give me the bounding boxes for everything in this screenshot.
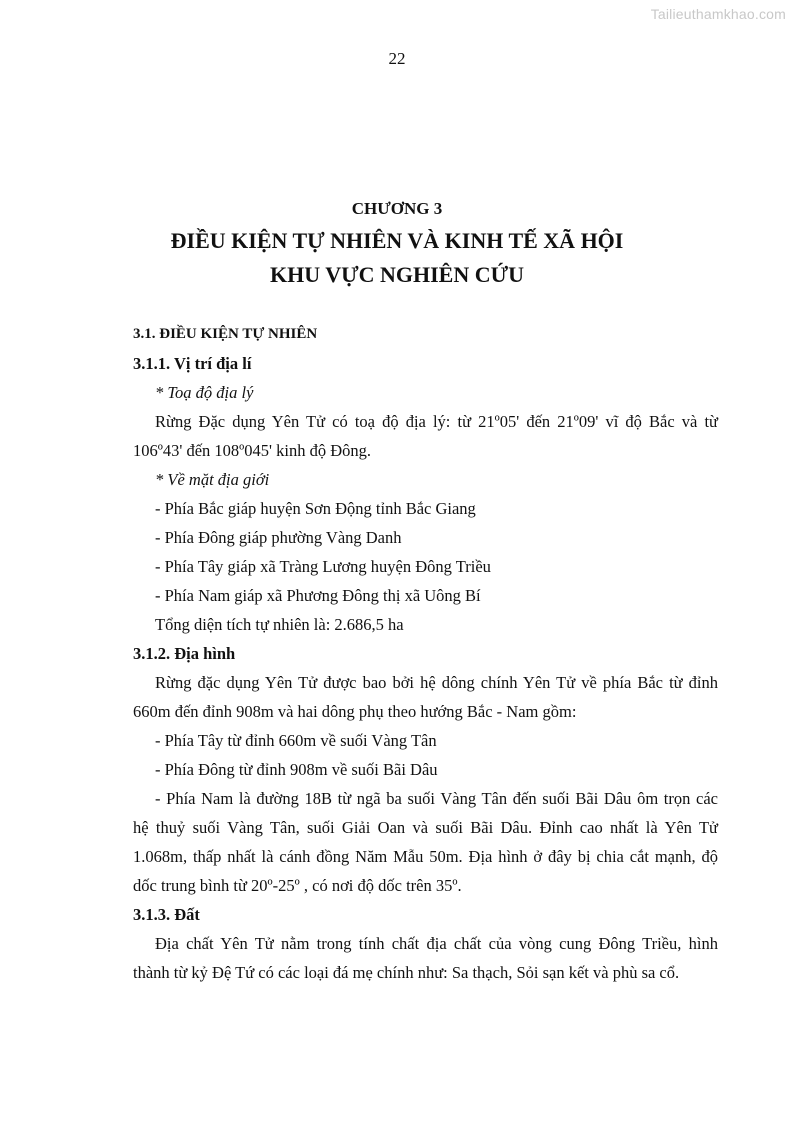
terrain-south-line-2: hệ thuỷ suối Vàng Tân, suối Giải Oan và suối Bãi Dâu. Đỉnh cao nhất là Yên Tử [133, 818, 718, 837]
borders-label: * Về mặt địa giới [155, 470, 270, 489]
border-north: - Phía Bắc giáp huyện Sơn Động tỉnh Bắc Giang [155, 499, 476, 518]
terrain-south-line-4: dốc trung bình từ 20º-25º , có nơi độ dốc trên 35º. [133, 876, 462, 895]
chapter-title-line-2: KHU VỰC NGHIÊN CỨU [269, 262, 525, 287]
terrain-intro-line-2: 660m đến đỉnh 908m và hai dông phụ theo hướng Bắc - Nam gồm: [133, 702, 577, 721]
page-content [133, 320, 718, 987]
terrain-east: - Phía Đông từ đỉnh 908m về suối Bãi Dâu [155, 760, 438, 779]
chapter-title-line-1: ĐIỀU KIỆN TỰ NHIÊN VÀ KINH TẾ XÃ HỘI [170, 228, 624, 253]
total-area: Tổng diện tích tự nhiên là: 2.686,5 ha [155, 615, 404, 634]
coordinates-text-line-2: 106º43' đến 108º045' kinh độ Đông. [133, 441, 372, 460]
terrain-south-line-1: - Phía Nam là đường 18B từ ngã ba suối Vàng Tân đến suối Bãi Dâu ôm trọn các [155, 789, 718, 808]
chapter-label: CHƯƠNG 3 [351, 199, 443, 218]
soil-text-line-2: thành từ kỷ Đệ Tứ có các loại đá mẹ chính như: Sa thạch, Sỏi sạn kết và phù sa cổ. [133, 963, 680, 982]
subsection-heading-3-1-3: 3.1.3. Đất [133, 905, 200, 924]
subsection-heading-3-1-2: 3.1.2. Địa hình [133, 644, 236, 663]
border-west: - Phía Tây giáp xã Tràng Lương huyện Đông Triều [155, 557, 491, 576]
watermark: Tailieuthamkhao.com [650, 6, 786, 22]
border-east: - Phía Đông giáp phường Vàng Danh [155, 528, 402, 547]
coordinates-label: * Toạ độ địa lý [155, 383, 254, 402]
coordinates-text-line-1: Rừng Đặc dụng Yên Tử có toạ độ địa lý: từ 21º05' đến 21º09' vĩ độ Bắc và từ [155, 412, 718, 431]
section-heading-3-1: 3.1. ĐIỀU KIỆN TỰ NHIÊN [133, 326, 318, 342]
subsection-heading-3-1-1: 3.1.1. Vị trí địa lí [133, 354, 252, 373]
terrain-west: - Phía Tây từ đỉnh 660m về suối Vàng Tân [155, 731, 437, 750]
page-number: 22 [388, 49, 406, 68]
border-south: - Phía Nam giáp xã Phương Đông thị xã Uông Bí [155, 586, 481, 605]
terrain-intro-line-1: Rừng đặc dụng Yên Tử được bao bởi hệ dông chính Yên Tử về phía Bắc từ đỉnh [155, 673, 718, 692]
terrain-south-line-3: 1.068m, thấp nhất là cánh đồng Năm Mẫu 50m. Địa hình ở đây bị chia cắt mạnh, độ [133, 847, 718, 866]
soil-text-line-1: Địa chất Yên Tử nằm trong tính chất địa chất của vòng cung Đông Triều, hình [155, 934, 718, 953]
